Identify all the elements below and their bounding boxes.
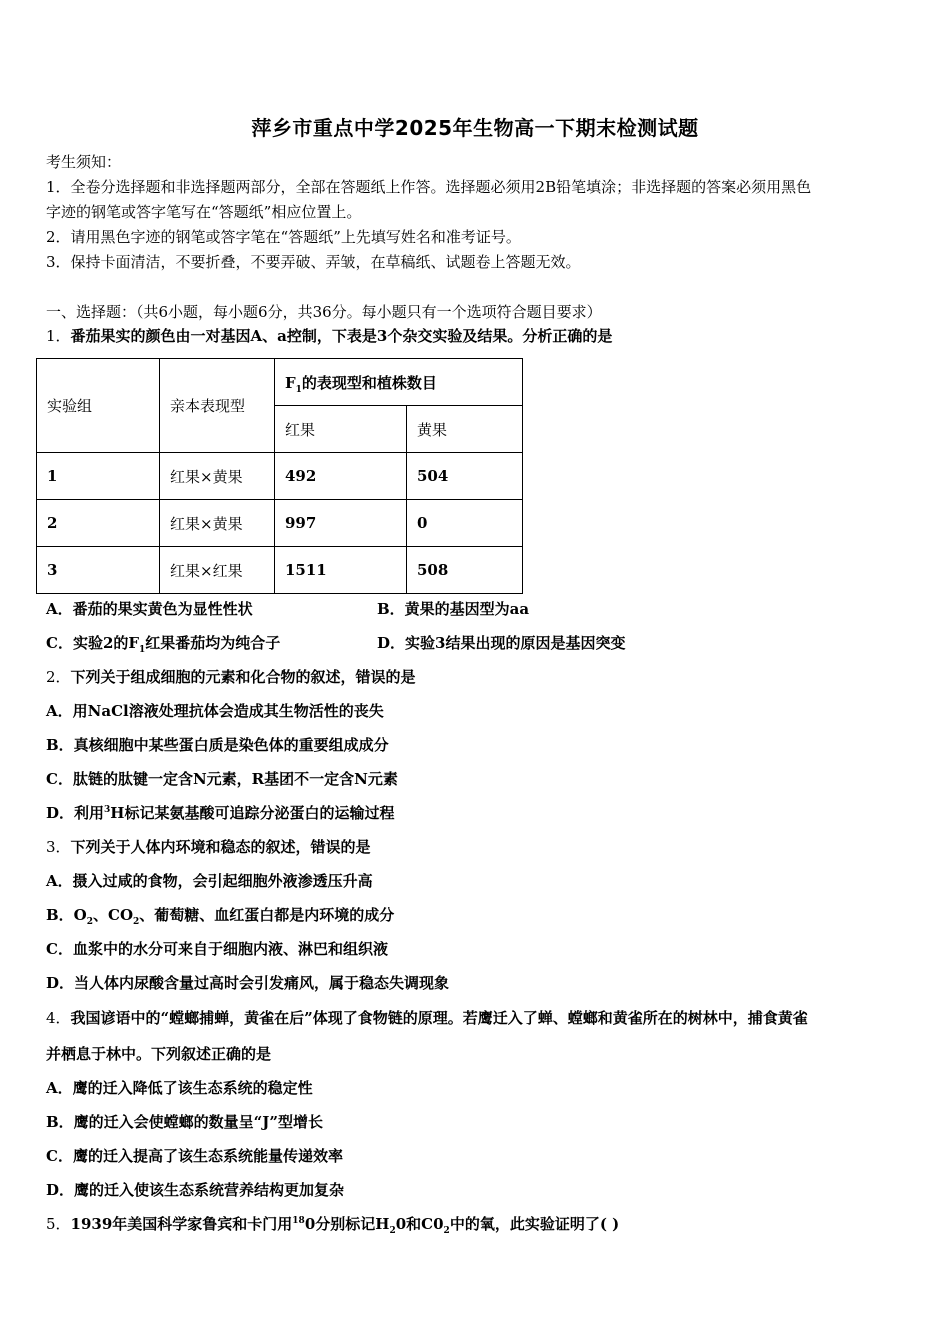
q2-option-d: D．利用$^3$H标记某氨基酸可追踪分泌蛋白的运输过程 bbox=[46, 804, 395, 822]
question-number: 5． bbox=[46, 1215, 71, 1233]
q1-option-b: B．黄果的基因型为aa bbox=[377, 600, 530, 618]
question-5 bbox=[46, 1214, 619, 1234]
cell-yellow: 0 bbox=[407, 500, 523, 547]
question-stem: 我国谚语中的“螳螂捕蝉，黄雀在后”体现了食物链的原理。若鹰迁入了蝉、螳螂和黄雀所在的树林中，捕食黄雀 bbox=[70, 1009, 808, 1027]
cell-red: 1511 bbox=[275, 547, 407, 594]
header-red: 红果 bbox=[275, 406, 407, 453]
notice-item-3: 3．保持卡面清洁，不要折叠，不要弄破、弄皱，在草稿纸、试题卷上答题无效。 bbox=[46, 253, 581, 271]
question-number: 1． bbox=[46, 327, 71, 345]
q1-option-c: C．实验2的$F_1$红果番茄均为纯合子 bbox=[46, 634, 281, 655]
question-stem: 下列关于组成细胞的元素和化合物的叙述，错误的是 bbox=[70, 668, 416, 686]
cell-yellow: 504 bbox=[407, 453, 523, 500]
cell-group: 3 bbox=[37, 547, 160, 594]
question-1 bbox=[46, 326, 612, 346]
header-yellow: 黄果 bbox=[407, 406, 523, 453]
cell-red: 492 bbox=[275, 453, 407, 500]
q3-option-c: C．血浆中的水分可来自于细胞内液、淋巴和组织液 bbox=[46, 940, 388, 958]
notice-item-2: 2．请用黑色字迹的钢笔或答字笔在“答题纸”上先填写姓名和准考证号。 bbox=[46, 228, 521, 246]
q4-option-c: C．鹰的迁入提高了该生态系统能量传递效率 bbox=[46, 1147, 343, 1165]
question-4-cont: 并栖息于林中。下列叙述正确的是 bbox=[46, 1045, 272, 1063]
question-4 bbox=[46, 1008, 808, 1028]
q3-option-d: D．当人体内尿酸含量过高时会引发痛风，属于稳态失调现象 bbox=[46, 974, 450, 992]
q2-option-a: A．用NaCl溶液处理抗体会造成其生物活性的丧失 bbox=[46, 702, 384, 720]
q2-option-b: B．真核细胞中某些蛋白质是染色体的重要组成成分 bbox=[46, 736, 389, 754]
table-row bbox=[37, 500, 523, 547]
header-f1: $F_1$的表现型和植株数目 bbox=[275, 359, 523, 406]
question-number: 3． bbox=[46, 838, 71, 856]
table-header-row bbox=[37, 359, 523, 406]
header-parent: 亲本表现型 bbox=[160, 359, 275, 453]
question-3 bbox=[46, 837, 371, 857]
q3-option-b: B．$O_2$、$CO_2$、葡萄糖、血红蛋白都是内环境的成分 bbox=[46, 906, 395, 927]
question-stem: 下列关于人体内环境和稳态的叙述，错误的是 bbox=[70, 838, 371, 856]
q4-option-a: A．鹰的迁入降低了该生态系统的稳定性 bbox=[46, 1079, 313, 1097]
q4-option-d: D．鹰的迁入使该生态系统营养结构更加复杂 bbox=[46, 1181, 345, 1199]
question-stem: 1939年美国科学家鲁宾和卡门用$^{18}$0分别标记$H_20$和$C0_2$中的氧，此实验证明了( ) bbox=[70, 1215, 620, 1236]
cell-parent: 红果×黄果 bbox=[160, 500, 275, 547]
notice-heading: 考生须知： bbox=[46, 153, 122, 171]
notice-item-1-cont: 字迹的钢笔或答字笔写在“答题纸”相应位置上。 bbox=[46, 203, 362, 221]
q3-option-a: A．摄入过咸的食物，会引起细胞外液渗透压升高 bbox=[46, 872, 373, 890]
cell-parent: 红果×红果 bbox=[160, 547, 275, 594]
question-number: 2． bbox=[46, 668, 71, 686]
cell-group: 2 bbox=[37, 500, 160, 547]
cell-parent: 红果×黄果 bbox=[160, 453, 275, 500]
question-stem: 番茄果实的颜色由一对基因A、a控制，下表是3个杂交实验及结果。分析正确的是 bbox=[70, 327, 613, 345]
question-number: 4． bbox=[46, 1009, 71, 1027]
section-heading: 一、选择题：（共6小题，每小题6分，共36分。每小题只有一个选项符合题目要求） bbox=[46, 303, 602, 321]
table-row bbox=[37, 453, 523, 500]
q1-option-a: A．番茄的果实黄色为显性性状 bbox=[46, 600, 253, 618]
cell-yellow: 508 bbox=[407, 547, 523, 594]
table-row bbox=[37, 547, 523, 594]
q1-option-d: D．实验3结果出现的原因是基因突变 bbox=[377, 634, 626, 652]
cross-experiment-table bbox=[36, 358, 523, 594]
cell-red: 997 bbox=[275, 500, 407, 547]
q2-option-c: C．肽链的肽键一定含N元素，R基团不一定含N元素 bbox=[46, 770, 398, 788]
question-2 bbox=[46, 667, 416, 687]
notice-item-1: 1．全卷分选择题和非选择题两部分，全部在答题纸上作答。选择题必须用2B铅笔填涂；非选择题的答案必须用黑色 bbox=[46, 178, 812, 196]
header-group: 实验组 bbox=[37, 359, 160, 453]
cell-group: 1 bbox=[37, 453, 160, 500]
page-title: 萍乡市重点中学2025年生物高一下期末检测试题 bbox=[251, 116, 699, 140]
q4-option-b: B．鹰的迁入会使螳螂的数量呈“J”型增长 bbox=[46, 1113, 324, 1131]
